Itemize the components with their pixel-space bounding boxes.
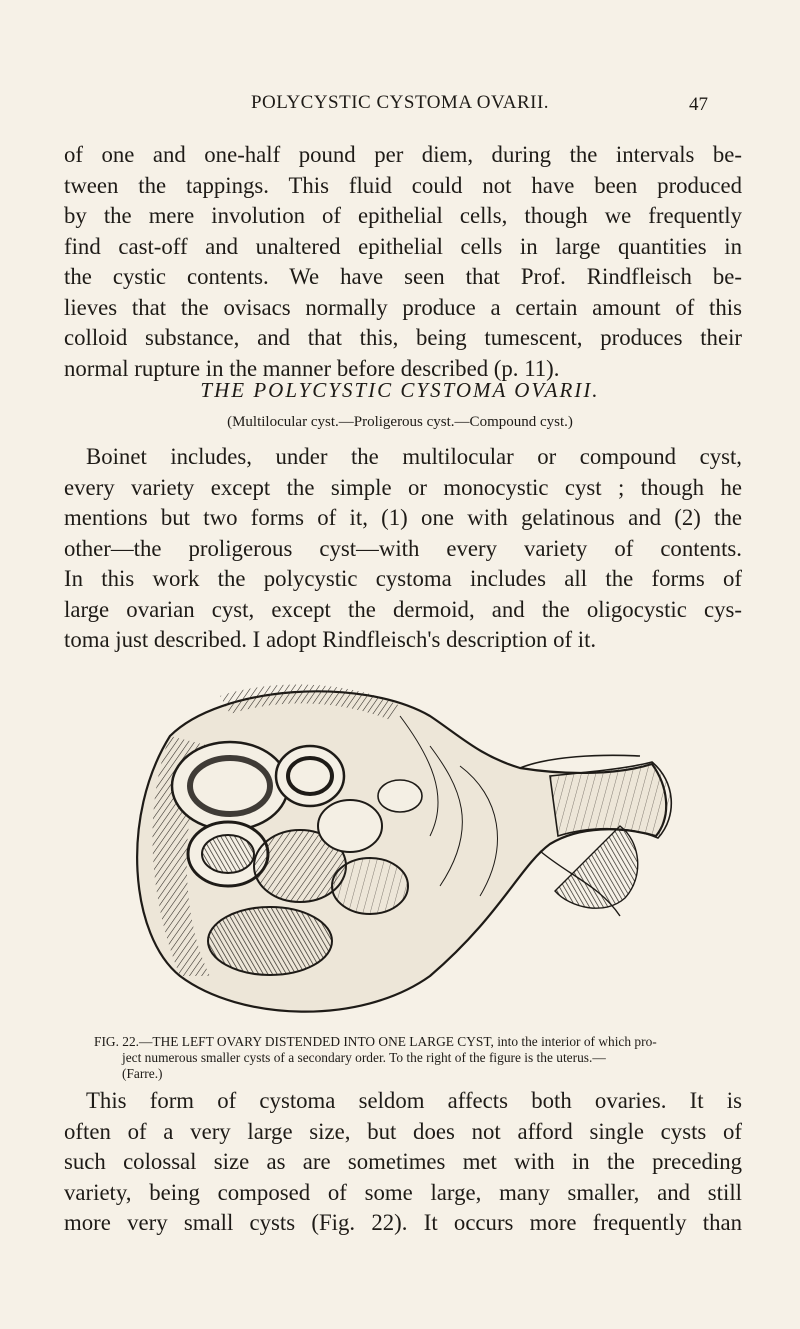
caption-line: (Farre.) xyxy=(122,1066,163,1081)
text-line: such colossal size as are sometimes met with in the preceding xyxy=(64,1149,742,1174)
text-line: In this work the polycystic cystoma includes all the forms of xyxy=(64,566,742,591)
text-line: variety, being composed of some large, many smaller, and still xyxy=(64,1179,742,1205)
text-line: toma just described. I adopt Rindfleisch's description of it. xyxy=(64,627,597,652)
text-line: often of a very large size, but does not afford single cysts of xyxy=(64,1118,742,1144)
caption-line: FIG. 22.—THE LEFT OVARY DISTENDED INTO ONE LARGE CYST, into the interior of which pro- xyxy=(94,1034,657,1049)
paragraph-2 xyxy=(64,442,742,656)
text-line: large ovarian cyst, except the dermoid, and the oligocystic cys- xyxy=(64,596,742,622)
text-line: This form of cystoma seldom affects both ovaries. It is xyxy=(86,1088,742,1113)
page-number: 47 xyxy=(689,94,708,115)
text-line: Boinet includes, under the multilocular or compound cyst, xyxy=(86,444,742,469)
text-line: other—the proligerous cyst—with every variety of contents. xyxy=(64,535,742,561)
section-subtitle: (Multilocular cyst.—Proligerous cyst.—Compound cyst.) xyxy=(227,414,573,430)
text-line: find cast-off and unaltered epithelial cells in large quantities in xyxy=(64,233,742,259)
figure-caption xyxy=(94,1034,744,1082)
text-line: colloid substance, and that this, being tumescent, produces their xyxy=(64,325,742,350)
running-head: POLYCYSTIC CYSTOMA OVARII. xyxy=(250,92,550,113)
text-line: by the mere involution of epithelial cells, though we frequently xyxy=(64,203,742,228)
section-title: THE POLYCYSTIC CYSTOMA OVARII. xyxy=(200,378,600,402)
paragraph-1 xyxy=(64,140,742,384)
caption-line: ject numerous smaller cysts of a secondary order. To the right of the figure is the uterus.— xyxy=(122,1050,606,1065)
text-line: tween the tappings. This fluid could not have been produced xyxy=(64,172,742,198)
text-line: every variety except the simple or monocystic cyst ; though he xyxy=(64,474,742,500)
paragraph-3 xyxy=(64,1086,742,1239)
text-line: normal rupture in the manner before described (p. 11). xyxy=(64,355,560,381)
text-line: the cystic contents. We have seen that Prof. Rindfleisch be- xyxy=(64,264,742,289)
text-line: mentions but two forms of it, (1) one with gelatinous and (2) the xyxy=(64,505,742,530)
text-line: of one and one-half pound per diem, during the intervals be- xyxy=(64,142,742,167)
text-line: lieves that the ovisacs normally produce a certain amount of this xyxy=(64,294,742,320)
ovary-cyst-engraving xyxy=(100,676,680,1028)
text-line: more very small cysts (Fig. 22). It occurs more frequently than xyxy=(64,1210,742,1235)
